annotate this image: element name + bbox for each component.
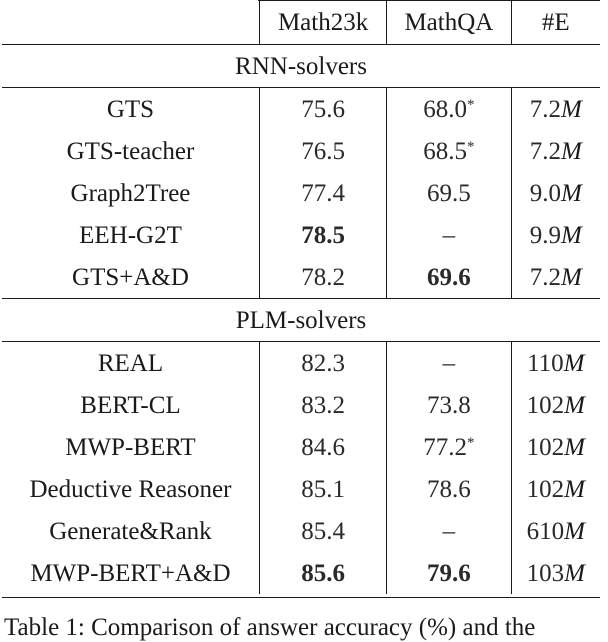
- section-row: [2, 299, 600, 342]
- model-name: Deductive Reasoner: [29, 475, 232, 503]
- params-value: 103: [526, 559, 565, 587]
- mathqa-accuracy: 73.8: [427, 391, 471, 419]
- table-row: [2, 256, 600, 299]
- math23k-accuracy: 85.6: [259, 552, 386, 594]
- section-label: PLM-solvers: [2, 299, 600, 342]
- math23k-accuracy: 77.4: [259, 172, 386, 214]
- model-name: Graph2Tree: [70, 179, 191, 207]
- mathqa-accuracy-cell: [387, 384, 511, 426]
- params-unit: M: [564, 517, 585, 545]
- model-name: MWP-BERT+A&D: [30, 559, 231, 587]
- params-cell: [511, 214, 600, 256]
- mathqa-accuracy-cell: [387, 468, 511, 510]
- header-math23k: Math23k: [259, 0, 386, 45]
- params-unit: M: [560, 221, 582, 249]
- math23k-accuracy: 82.3: [259, 342, 386, 385]
- params-unit: M: [563, 349, 585, 377]
- table-caption: Table 1: Comparison of answer accuracy (%) and the: [4, 614, 536, 641]
- table-row: [2, 384, 600, 426]
- math23k-accuracy: 76.5: [259, 130, 386, 172]
- params-cell: [511, 130, 600, 172]
- math23k-accuracy: 78.5: [259, 214, 386, 256]
- table-row: [2, 88, 600, 131]
- header-mathqa: MathQA: [387, 0, 511, 45]
- section-row: [2, 45, 600, 88]
- math23k-accuracy: 85.1: [259, 468, 386, 510]
- reproduced-marker: *: [467, 434, 475, 451]
- mathqa-accuracy-cell: [387, 342, 511, 385]
- model-name: REAL: [97, 349, 164, 377]
- mathqa-accuracy: 69.5: [427, 179, 471, 207]
- mathqa-accuracy: 78.6: [427, 475, 471, 503]
- params-cell: [511, 552, 600, 594]
- mathqa-accuracy-cell: [387, 426, 511, 468]
- model-name: MWP-BERT: [65, 433, 196, 461]
- mathqa-accuracy-cell: [387, 130, 511, 172]
- table-row: [2, 510, 600, 552]
- params-value: 610: [526, 517, 565, 545]
- table-row: [2, 552, 600, 594]
- mathqa-accuracy-cell: [387, 214, 511, 256]
- params-value: 102: [526, 391, 565, 419]
- math23k-accuracy: 78.2: [259, 256, 386, 299]
- params-unit: M: [564, 559, 585, 587]
- header-model-cell: [2, 0, 259, 45]
- params-value: 9.9: [529, 221, 561, 249]
- params-cell: [511, 426, 600, 468]
- params-value: 102: [526, 433, 565, 461]
- divider-cell: [2, 594, 600, 598]
- table-row: [2, 130, 600, 172]
- model-name: GTS+A&D: [72, 263, 189, 291]
- params-unit: M: [560, 179, 582, 207]
- mathqa-accuracy-cell: [387, 552, 511, 594]
- math23k-accuracy: 83.2: [259, 384, 386, 426]
- params-unit: M: [560, 137, 582, 165]
- params-value: 7.2: [529, 95, 561, 123]
- model-name: BERT-CL: [80, 391, 181, 419]
- mathqa-accuracy: 79.6: [427, 559, 471, 587]
- table-header-row: [2, 0, 600, 45]
- mathqa-accuracy: 69.6: [427, 263, 471, 291]
- reproduced-marker: *: [467, 138, 475, 155]
- mathqa-accuracy-cell: [387, 172, 511, 214]
- model-name: Generate&Rank: [49, 517, 212, 545]
- model-name: EEH-G2T: [79, 221, 182, 249]
- section-divider: [2, 594, 600, 598]
- table-row: [2, 172, 600, 214]
- params-cell: [511, 172, 600, 214]
- mathqa-accuracy: –: [442, 517, 456, 545]
- params-value: 9.0: [529, 179, 561, 207]
- mathqa-accuracy-cell: [387, 510, 511, 552]
- results-table-container: [2, 0, 600, 598]
- model-name: GTS-teacher: [66, 137, 195, 165]
- params-unit: M: [560, 95, 582, 123]
- params-value: 7.2: [529, 263, 561, 291]
- table-row: [2, 468, 600, 510]
- table-row: [2, 342, 600, 385]
- mathqa-accuracy: 77.2: [423, 433, 468, 461]
- mathqa-accuracy: 68.5: [423, 137, 468, 165]
- params-value: 7.2: [529, 137, 561, 165]
- math23k-accuracy: 84.6: [259, 426, 386, 468]
- params-cell: [511, 510, 600, 552]
- math23k-accuracy: 85.4: [259, 510, 386, 552]
- mathqa-accuracy-cell: [387, 256, 511, 299]
- params-cell: [511, 256, 600, 299]
- params-unit: M: [564, 475, 585, 503]
- params-cell: [511, 88, 600, 131]
- params-cell: [511, 384, 600, 426]
- results-table: [2, 0, 600, 598]
- params-unit: M: [564, 391, 585, 419]
- model-name: GTS: [106, 95, 155, 123]
- params-value: 110: [527, 349, 564, 377]
- params-cell: [511, 342, 600, 385]
- params-unit: M: [564, 433, 585, 461]
- header-params: #E: [511, 0, 600, 45]
- reproduced-marker: *: [467, 96, 475, 113]
- mathqa-accuracy: –: [442, 221, 456, 249]
- math23k-accuracy: 75.6: [259, 88, 386, 131]
- params-unit: M: [560, 263, 582, 291]
- mathqa-accuracy: 68.0: [423, 95, 468, 123]
- mathqa-accuracy: –: [442, 349, 456, 377]
- params-cell: [511, 468, 600, 510]
- section-label: RNN-solvers: [2, 45, 600, 88]
- table-row: [2, 214, 600, 256]
- params-value: 102: [526, 475, 565, 503]
- mathqa-accuracy-cell: [387, 88, 511, 131]
- table-row: [2, 426, 600, 468]
